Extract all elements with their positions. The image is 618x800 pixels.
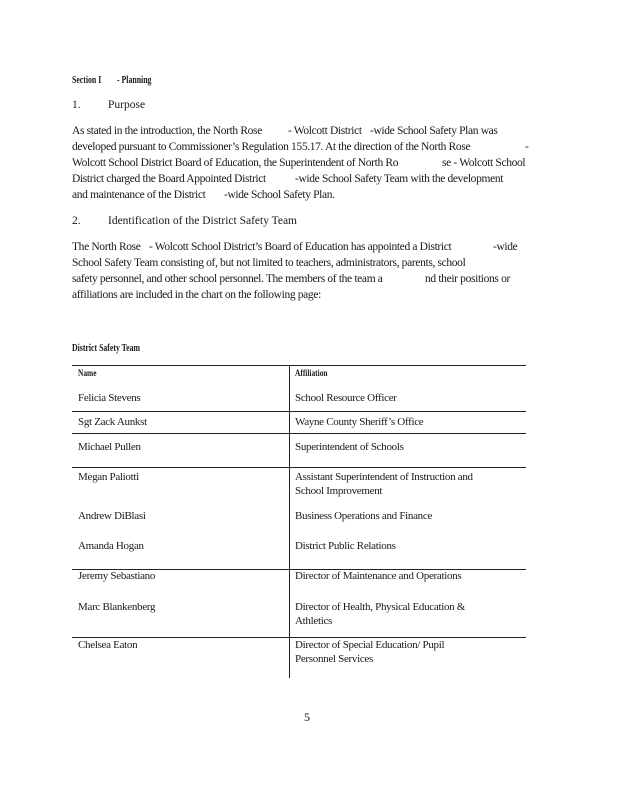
member-name: Andrew DiBlasi: [78, 510, 146, 522]
ident-line-3a: safety personnel, and other school personnel. The members of the team a: [72, 273, 383, 285]
table-title: District Safety Team: [72, 343, 141, 354]
member-affiliation: Director of Maintenance and Operations: [295, 570, 462, 582]
table-top-border: [72, 365, 526, 366]
ident-line-1c: -wide: [493, 241, 518, 253]
ident-line-2: School Safety Team consisting of, but not limited to teachers, administrators, parents, school: [72, 257, 466, 269]
purpose-line-4b: -wide School Safety Team with the development: [295, 173, 504, 185]
table-row-divider: [72, 467, 526, 468]
member-name: Amanda Hogan: [78, 540, 144, 552]
member-affiliation: Director of Special Education/ Pupil: [295, 639, 445, 651]
member-name: Sgt Zack Aunkst: [78, 416, 147, 428]
table-row-divider: [72, 637, 526, 638]
purpose-line-2a: developed pursuant to Commissioner’s Regulation 155.17. At the direction of the North Rose: [72, 141, 471, 153]
purpose-line-3a: Wolcott School District Board of Education, the Superintendent of North Ro: [72, 157, 399, 169]
member-name: Felicia Stevens: [78, 392, 141, 404]
member-affiliation: District Public Relations: [295, 540, 396, 552]
purpose-number: 1.: [72, 99, 81, 111]
member-name: Marc Blankenberg: [78, 601, 156, 613]
member-name: Michael Pullen: [78, 441, 141, 453]
member-affiliation: Director of Health, Physical Education &: [295, 601, 466, 613]
purpose-line-5b: -wide School Safety Plan.: [224, 189, 335, 201]
member-affiliation-cont: Athletics: [295, 615, 333, 627]
member-affiliation: Wayne County Sheriff’s Office: [295, 416, 424, 428]
member-affiliation: Business Operations and Finance: [295, 510, 433, 522]
purpose-line-1b: - Wolcott District: [288, 125, 362, 137]
ident-line-3b: nd their positions or: [425, 273, 510, 285]
member-affiliation-cont: School Improvement: [295, 485, 383, 497]
purpose-line-2b: -: [525, 141, 529, 153]
ident-line-4: affiliations are included in the chart on the following page:: [72, 289, 321, 301]
purpose-line-1c: -wide School Safety Plan was: [370, 125, 498, 137]
section-title: - Planning: [117, 75, 152, 86]
purpose-line-5a: and maintenance of the District: [72, 189, 206, 201]
table-row-divider: [72, 411, 526, 412]
page-number: 5: [304, 710, 310, 724]
table-header-name: Name: [78, 369, 97, 379]
purpose-line-3b: se - Wolcott School: [442, 157, 526, 169]
member-name: Jeremy Sebastiano: [78, 570, 156, 582]
ident-line-1b: - Wolcott School District’s Board of Education has appointed a District: [149, 241, 452, 253]
member-affiliation-cont: Personnel Services: [295, 653, 373, 665]
identification-heading: Identification of the District Safety Team: [108, 215, 297, 227]
member-affiliation: Superintendent of Schools: [295, 441, 404, 453]
member-affiliation: School Resource Officer: [295, 392, 397, 404]
ident-line-1a: The North Rose: [72, 241, 141, 253]
purpose-line-1a: As stated in the introduction, the North Rose: [72, 125, 262, 137]
purpose-heading: Purpose: [108, 99, 146, 111]
member-name: Chelsea Eaton: [78, 639, 138, 651]
table-header-affiliation: Affiliation: [295, 369, 328, 379]
section-label: Section I: [72, 75, 102, 86]
purpose-line-4a: District charged the Board Appointed District: [72, 173, 266, 185]
table-row-divider: [72, 433, 526, 434]
identification-number: 2.: [72, 215, 81, 227]
member-affiliation: Assistant Superintendent of Instruction and: [295, 471, 473, 483]
member-name: Megan Paliotti: [78, 471, 139, 483]
